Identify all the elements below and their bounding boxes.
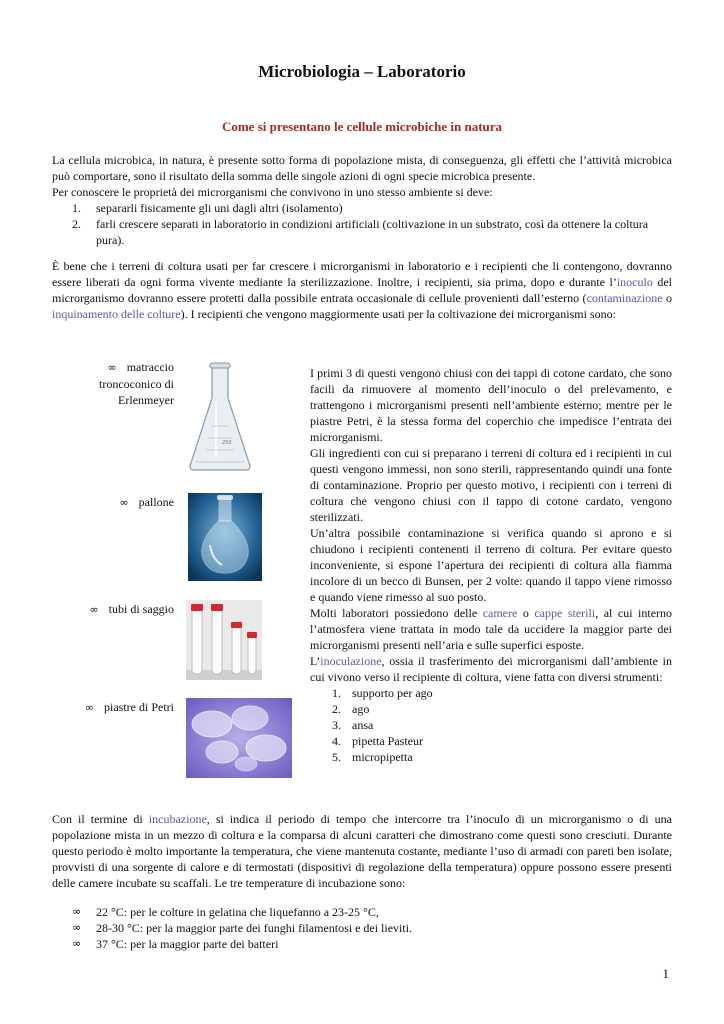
sterilization-paragraph: È bene che i terreni di coltura usati per far crescere i microrganismi in laboratorio e i recipienti che li contengono, dovranno essere liberati da ogni forma vivente mediante la sterilizzazione. Inoltre, i recipienti, sia prima, dopo e durante l’inoculo del microrganismo dovranno essere protetti dalla possibile entrata occasionale di cellule provenienti dall’esterno (contaminazione o inquinamento delle colture). I recipienti che vengono maggiormente usati per la coltivazione dei microrganismi sono: — [52, 259, 672, 321]
label-erlenmeyer: ∞ matraccio troncoconico di Erlenmeyer — [99, 360, 174, 407]
bunsen-paragraph: Un’altra possibile contaminazione si verifica quando si aprono e si chiudono i recipienti contenenti il terreno di coltura. Per evitare questo inconveniente, si espone l’apertura dei recipienti di coltura alla fiamma incolore di un becco di Bunsen, per 2 volte: quando il tappo viene rimosso e quando viene rimesso al suo posto. — [310, 526, 672, 604]
test-tubes-image — [186, 600, 262, 680]
list-item: 2. ago — [332, 702, 370, 716]
list-item: 2. farli crescere separati in laboratorio in condizioni artificiali (coltivazione in un substrato, così da ottenere la coltura pura). — [72, 217, 649, 247]
list-item: ∞ 28-30 °C: per la maggior parte dei funghi filamentosi e dei lieviti. — [72, 921, 413, 935]
sterile-hoods-paragraph: Molti laboratori possiedono delle camere o cappe sterili, al cui interno l’atmosfera viene trattata in modo tale da uccidere la maggior parte dei microrganismi presenti nell’aria e sulle superfici esposte. — [310, 606, 673, 652]
link-inquinamento[interactable]: inquinamento delle colture — [52, 307, 181, 321]
list-item: 1. supporto per ago — [332, 686, 433, 700]
temperatures-list — [52, 904, 672, 952]
steps-list — [52, 200, 672, 248]
link-incubazione[interactable]: incubazione — [148, 812, 207, 826]
link-inoculazione[interactable]: inoculazione — [320, 654, 382, 668]
tools-list — [310, 685, 672, 765]
cotton-plugs-paragraph: I primi 3 di questi vengono chiusi con dei tappi di cotone cardato, che sono facili da rimuovere al momento dell’inoculo o del prelevamento, e trattengono i microrganismi presenti nell’ambiente esterno; mentre per le piastre Petri, è la stessa forma del coperchio che impedisce l’entrata dei microrganismi. — [310, 366, 672, 444]
petri-dishes-image — [186, 698, 292, 778]
right-column-text — [310, 365, 672, 765]
link-inoculo[interactable]: inoculo — [616, 275, 653, 289]
incubation-paragraph: Con il termine di incubazione, si indica il periodo di tempo che intercorre tra l’inoculo di un microrganismo o di una popolazione mista in un mezzo di coltura e la comparsa di alcuni caratteri che dimostrano come questi sono cresciuti. Durante questo periodo è molto importante la temperatura, che viene mantenuta costante, mediante l’uso di armadi con pareti ben isolate, provvisti di una sorgente di calore e di termostati (dispositivi di regolazione della temperatura) oppure possono essere presenti delle camere incubate su scaffali. Le tre temperature di incubazione sono: — [52, 812, 673, 890]
erlenmeyer-flask-image — [186, 358, 254, 474]
label-tubi: ∞ tubi di saggio — [89, 602, 174, 616]
list-item: ∞ 37 °C: per la maggior parte dei batteri — [72, 937, 279, 951]
list-item: 4. pipetta Pasteur — [332, 734, 423, 748]
label-pallone: ∞ pallone — [119, 495, 174, 509]
list-item: 3. ansa — [332, 718, 374, 732]
link-camere[interactable]: camere — [482, 606, 518, 620]
link-contaminazione[interactable]: contaminazione — [586, 291, 663, 305]
intro-paragraph: La cellula microbica, in natura, è presente sotto forma di popolazione mista, di conseguenza, gli effetti che l’attività microbica può comportare, sono il risultato della somma delle singole azioni di ogni specie microbica presente. — [52, 153, 672, 183]
label-petri: ∞ piastre di Petri — [84, 700, 174, 714]
svg-text:250: 250 — [222, 440, 232, 446]
list-item: ∞ 22 °C: per le colture in gelatina che liquefanno a 23-25 °C, — [72, 905, 379, 919]
page-number: 1 — [662, 966, 669, 981]
section-subtitle: Come si presentano le cellule microbiche in natura — [221, 119, 503, 134]
inoculation-paragraph: L’inoculazione, ossia il trasferimento dei microrganismi dall’ambiente in cui vivono verso il recipiente di coltura, viene fatta con diversi strumenti: — [310, 654, 672, 684]
ingredients-paragraph: Gli ingredienti con cui si preparano i terreni di coltura ed i recipienti in cui questi vengono immessi, non sono sterili, rappresentando quindi una fonte di contaminazione. Proprio per questo motivo, i recipienti con i terreni di coltura che vengono chiusi con il tappo di cotone cardato, vengono sterilizzati. — [310, 446, 672, 524]
list-item: 1. separarli fisicamente gli uni dagli altri (isolamento) — [72, 201, 343, 215]
intro-lead: Per conoscere le proprietà dei microrganismi che convivono in uno stesso ambiente si deve: — [52, 185, 493, 199]
page-title: Microbiologia – Laboratorio — [258, 62, 466, 81]
list-item: 5. micropipetta — [332, 750, 413, 764]
round-flask-image — [188, 493, 262, 581]
link-cappe-sterili[interactable]: cappe sterili — [534, 606, 596, 620]
